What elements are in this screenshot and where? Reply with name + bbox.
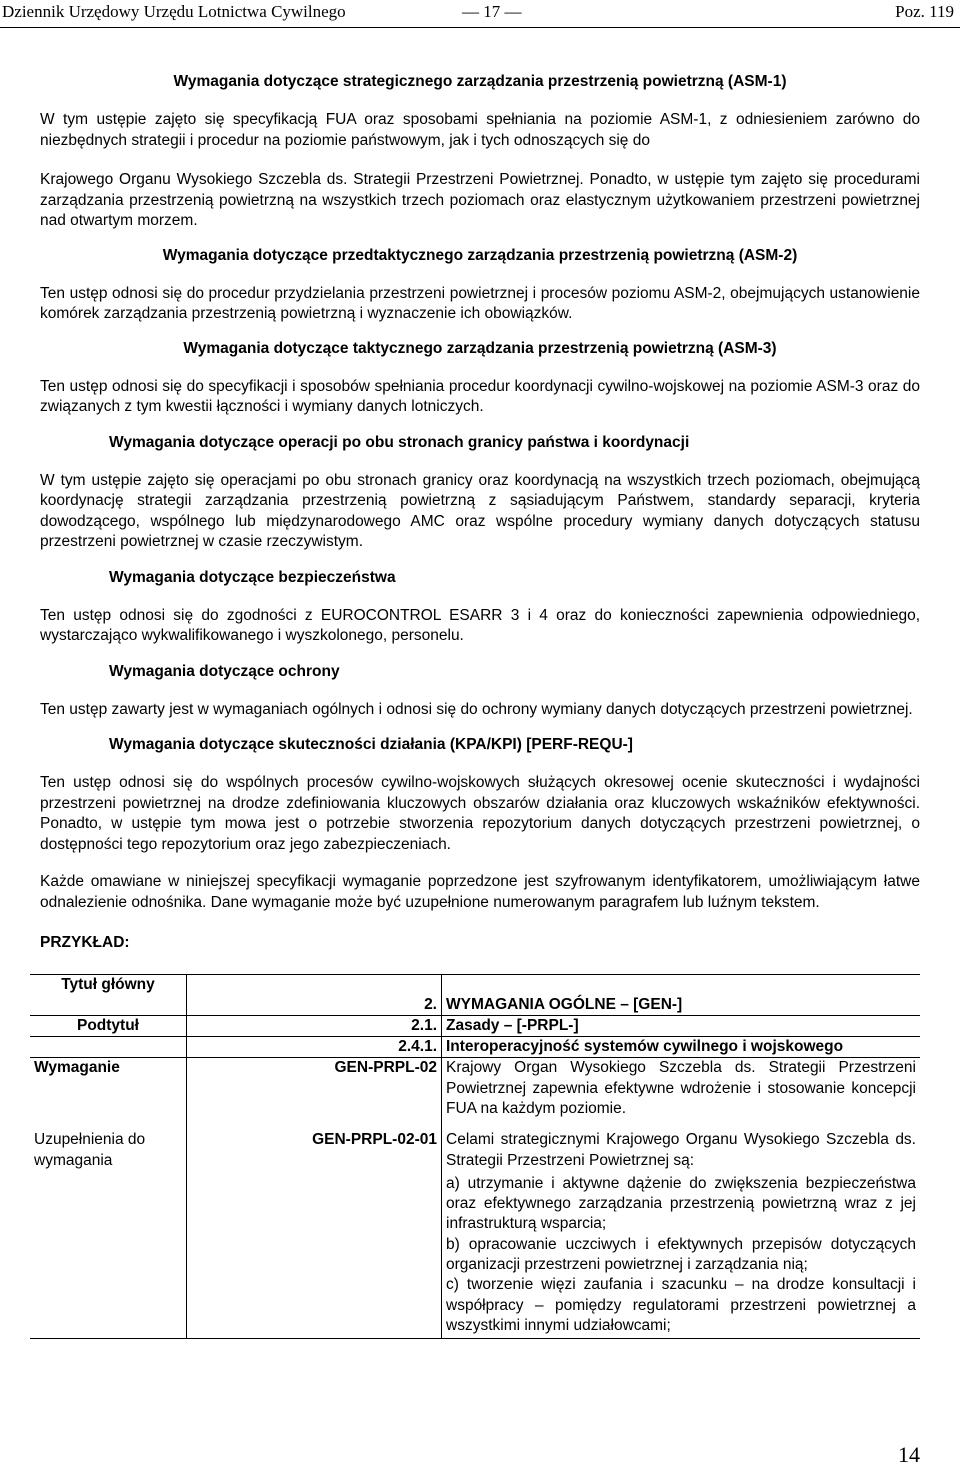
section-body-asm1-a: W tym ustępie zajęto się specyfikacją FUA oraz sposobami spełniania na poziomie ASM-1, z odniesieniem zarówno do niezbędnych strategii i procedur na poziomie państwowym, jak i tych odnoszących się do (40, 111, 920, 149)
section-title-security: Wymagania dotyczące ochrony (109, 662, 340, 680)
row-text-main-title: WYMAGANIA OGÓLNE – [GEN-] (442, 974, 921, 1015)
section-body-identifiers: Każde omawiane w niniejszej specyfikacji wymaganie poprzedzone jest szyfrowanym identyfikatorem, umożliwiającym łatwe odnalezienie odnośnika. Dane wymaganie może być uzupełnione numerowanym paragrafem lub luźnym tekstem. (40, 873, 920, 911)
row-code-subtitle: 2.1. (187, 1015, 442, 1036)
row-text-supplement (442, 1119, 921, 1338)
row-code-main-title: 2. (187, 974, 442, 1015)
section-body-asm2: Ten ustęp odnosi się do procedur przydzielania przestrzeni powietrznej i procesów poziomu ASM-2, obejmujących ustanowienie komórek zarządzania przestrzenią powietrzną i wyznaczenie ich obowiązków. (40, 284, 920, 322)
example-table (30, 974, 920, 1340)
supplement-item-c: c) tworzenie więzi zaufania i szacunku – na drodze konsultacji i współpracy – pomiędzy regulatorami przestrzeni powietrznej a wszystkimi innymi udziałowcami; (446, 1276, 916, 1334)
table-row (30, 1119, 920, 1338)
header-rule (0, 27, 960, 28)
section-title-border-ops: Wymagania dotyczące operacji po obu stronach granicy państwa i koordynacji (109, 433, 690, 451)
row-text-subtitle: Zasady – [-PRPL-] (442, 1015, 921, 1036)
row-label-supplement: Uzupełnienia do wymagania (30, 1119, 187, 1338)
section-body-safety: Ten ustęp odnosi się do zgodności z EUROCONTROL ESARR 3 i 4 oraz do konieczności zapewnienia odpowiedniego, wystarczająco wykwalifikowanego i wyszkolonego, personelu. (40, 606, 920, 644)
row-label-subtitle: Podtytuł (30, 1015, 187, 1036)
table-row (30, 974, 920, 1015)
section-title-performance: Wymagania dotyczące skuteczności działania (KPA/KPI) [PERF-REQU-] (109, 736, 633, 753)
row-code-supplement: GEN-PRPL-02-01 (187, 1119, 442, 1338)
section-body-security: Ten ustęp zawarty jest w wymaganiach ogólnych i odnosi się do ochrony wymiany danych dotyczących przestrzeni powietrznej. (40, 700, 913, 718)
section-title-asm2: Wymagania dotyczące przedtaktycznego zarządzania przestrzenią powietrzną (ASM-2) (162, 246, 798, 264)
section-title-safety: Wymagania dotyczące bezpieczeństwa (109, 568, 396, 586)
row-code-section: 2.4.1. (187, 1037, 442, 1058)
supplement-item-a: a) utrzymanie i aktywne dążenie do zwiększenia bezpieczeństwa oraz efektywnego zarządzania przestrzenią powietrzną wraz z jej infrastrukturą wsparcia; (446, 1174, 916, 1233)
supplement-item-b: b) opracowanie uczciwych i efektywnych przepisów dotyczących organizacji przestrzeni powietrznej i zarządzania nią; (446, 1235, 916, 1274)
page-number: 14 (898, 1442, 920, 1467)
section-title-asm1: Wymagania dotyczące strategicznego zarządzania przestrzenią powietrzną (ASM-1) (173, 73, 787, 90)
table-row (30, 1037, 920, 1058)
row-label-empty (30, 1037, 187, 1058)
section-body-asm1-b: Krajowego Organu Wysokiego Szczebla ds. Strategii Przestrzeni Powietrznej. Ponadto, w ustępie tym zajęto się procedurami zarządzania przestrzenią powietrzną na wszystkich trzech poziomach oraz elastycznym użytkowaniem przestrzeni powietrznej nad otwartym morzem. (40, 171, 920, 229)
journal-title: Dziennik Urzędowy Urzędu Lotnictwa Cywilnego (2, 2, 346, 21)
document-body (34, 72, 920, 1339)
table-row (30, 1015, 920, 1036)
section-body-asm3: Ten ustęp odnosi się do specyfikacji i sposobów spełniania procedur koordynacji cywilno-wojskowej na poziomie ASM-3 oraz do związanych z tym kwestii łączności i wymiany danych lotniczych. (40, 377, 920, 415)
row-label-main-title: Tytuł główny (30, 974, 187, 1015)
supplement-intro: Celami strategicznymi Krajowego Organu Wysokiego Szczebla ds. Strategii Przestrzeni Powietrznej są: (446, 1131, 916, 1169)
row-code-requirement: GEN-PRPL-02 (187, 1058, 442, 1119)
position-number: Poz. 119 (895, 2, 954, 21)
row-text-section: Interoperacyjność systemów cywilnego i wojskowego (442, 1037, 921, 1058)
row-text-requirement: Krajowy Organ Wysokiego Szczebla ds. Strategii Przestrzeni Powietrznej zapewnia efektywne wdrożenie i stosowanie koncepcji FUA na każdym poziomie. (442, 1058, 921, 1119)
section-body-performance: Ten ustęp odnosi się do wspólnych procesów cywilno-wojskowych służących okresowej ocenie skuteczności i wydajności przestrzeni powietrznej na drodze zdefiniowania kluczowych obszarów działania oraz kluczowych wskaźników efektywności. Ponadto, w ustępie tym mowa jest o potrzebie stworzenia repozytorium danych dotyczących przestrzeni powietrznej, o dostępności tego repozytorium oraz jego zabezpieczeniach. (40, 774, 920, 853)
row-label-requirement: Wymaganie (30, 1058, 187, 1119)
section-body-border-ops: W tym ustępie zajęto się operacjami po obu stronach granicy oraz koordynacją na wszystkich trzech poziomach, obejmującą koordynację strategii zarządzania przestrzenią powietrzną z sąsiadującym Państwem, standardy separacji, kryteria dowodzącego, wspólnego lub międzynarodowego AMC oraz wspólne procedury wymiany danych dotyczących statusu przestrzeni powietrznej w czasie rzeczywistym. (40, 471, 920, 550)
page-header (0, 0, 960, 28)
page-marker: — 17 — (462, 2, 522, 21)
example-label: PRZYKŁAD: (40, 934, 130, 951)
section-title-asm3: Wymagania dotyczące taktycznego zarządzania przestrzenią powietrzną (ASM-3) (183, 339, 777, 357)
table-row (30, 1058, 920, 1119)
